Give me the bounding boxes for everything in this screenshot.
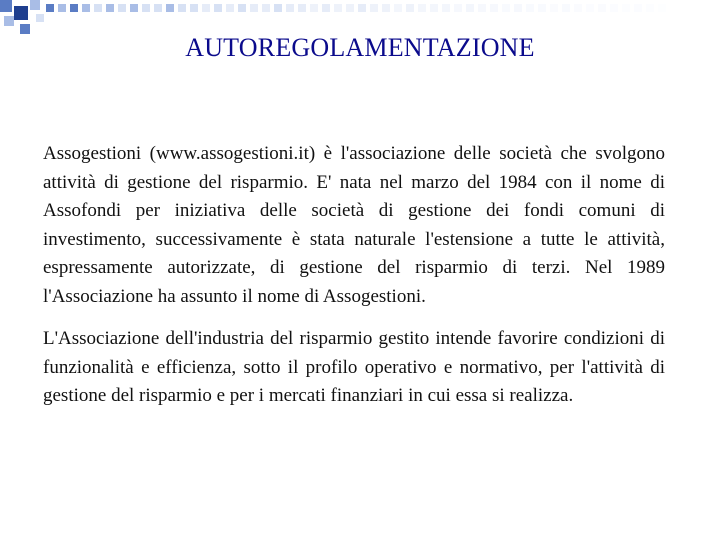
slide-body xyxy=(43,140,665,425)
paragraph-association-mission: L'Associazione dell'industria del risparmio gestito intende favorire condizioni di funzionalità e efficienza, sotto il profilo operativo e normativo, per l'attività di gestione del risparmio e per i mercati finanziari in cui essa si realizza. xyxy=(43,328,665,406)
paragraph-assogestioni-history: Assogestioni (www.assogestioni.it) è l'associazione delle società che svolgono attività di gestione del risparmio. E' nata nel marzo del 1984 con il nome di Assofondi per iniziativa delle società di gestione dei fondi comuni di investimento, successivamente è stata naturale l'estensione a tutte le attività, espressamente autorizzate, di gestione del risparmio di terzi. Nel 1989 l'Associazione ha assunto il nome di Assogestioni. xyxy=(43,143,665,307)
slide-title: AUTOREGOLAMENTAZIONE xyxy=(185,33,535,62)
